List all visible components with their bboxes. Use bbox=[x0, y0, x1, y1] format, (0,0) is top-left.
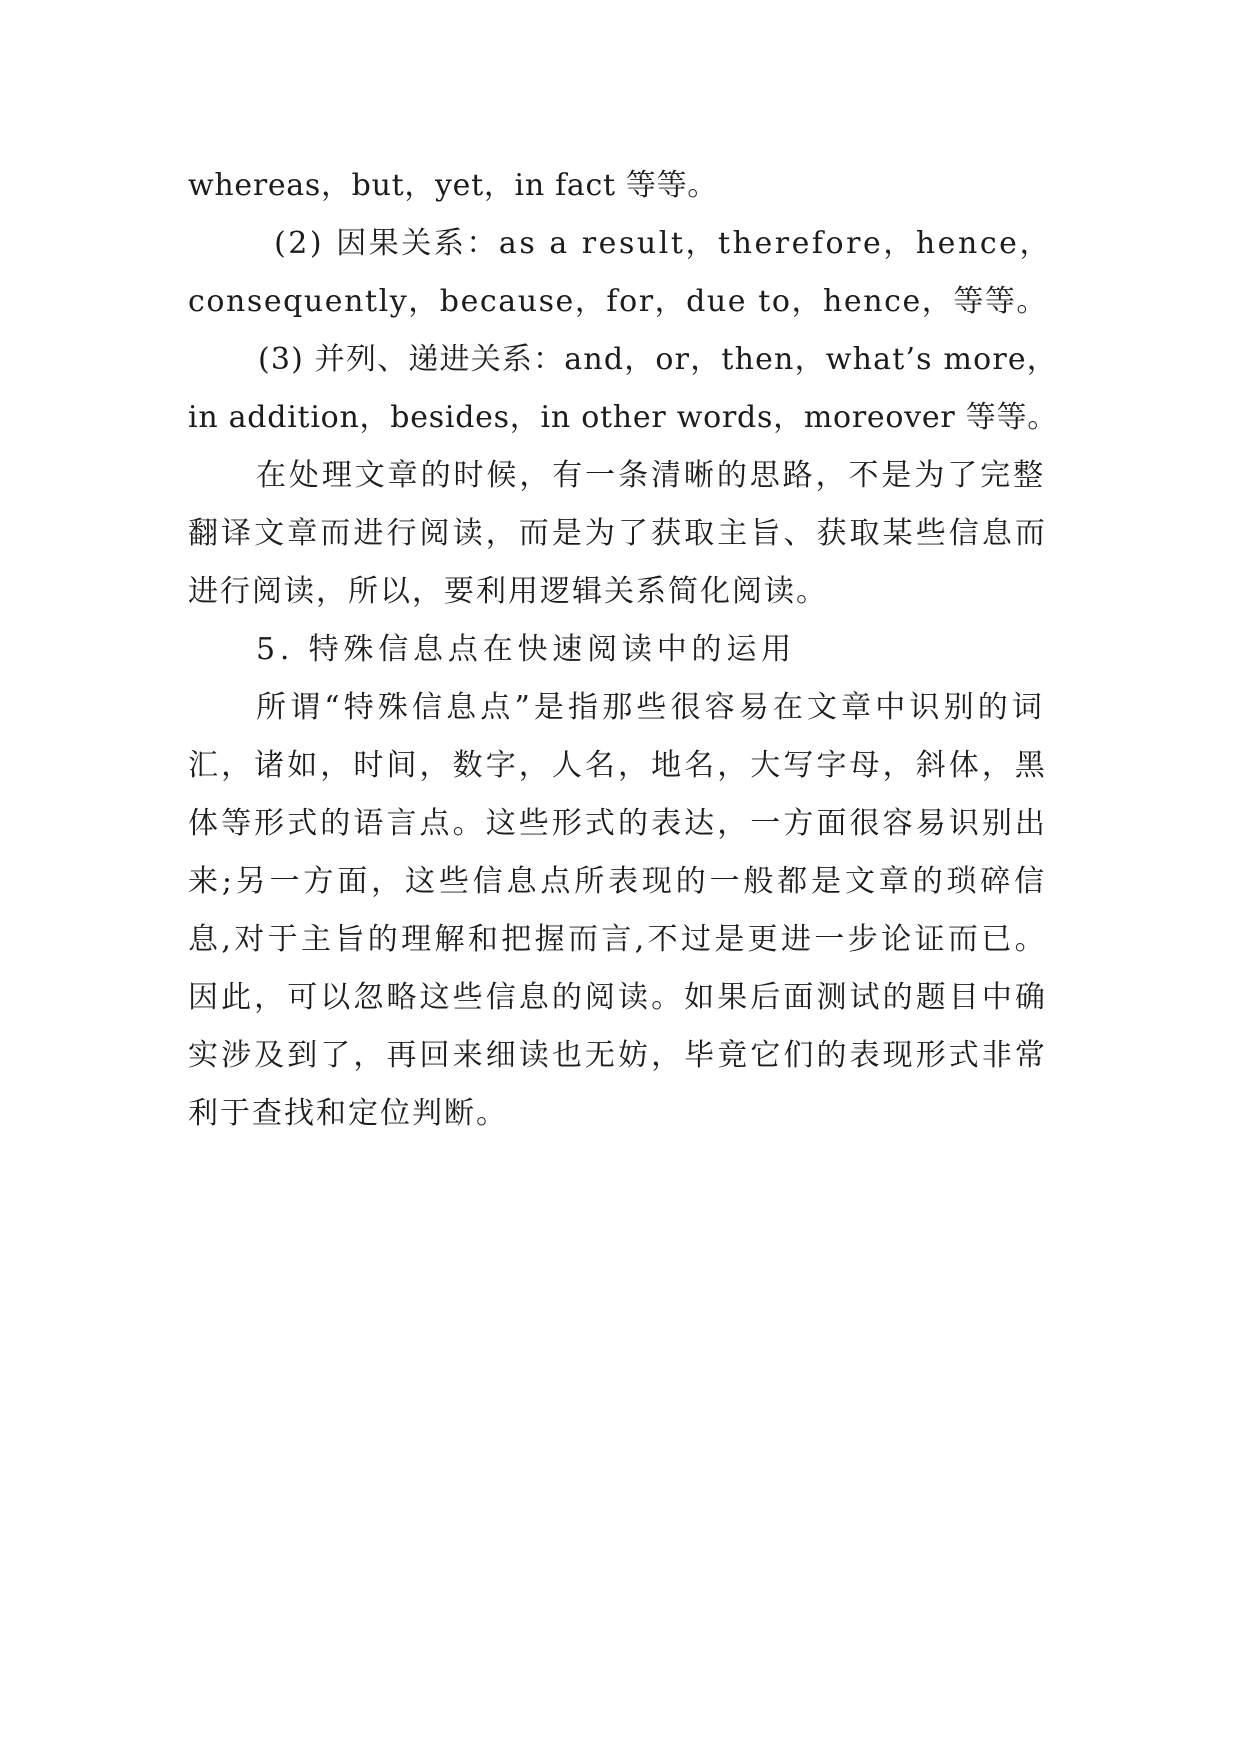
text-line-14: 息,对于主旨的理解和把握而言,不过是更进一步论证而已。 bbox=[188, 922, 1048, 957]
text-line-11: 汇，诸如，时间，数字，人名，地名，大写字母，斜体，黑 bbox=[188, 748, 1048, 783]
text-line-10: 所谓“特殊信息点”是指那些很容易在文章中识别的词 bbox=[256, 690, 1046, 725]
text-line-12: 体等形式的语言点。这些形式的表达，一方面很容易识别出 bbox=[188, 806, 1048, 841]
text-line-1: whereas，but，yet，in fact 等等。 bbox=[188, 168, 718, 203]
text-line-2: (2) 因果关系：as a result，therefore，hence， bbox=[262, 226, 1052, 261]
text-line-13: 来;另一方面，这些信息点所表现的一般都是文章的琐碎信 bbox=[188, 864, 1048, 899]
text-line-7: 翻译文章而进行阅读，而是为了获取主旨、获取某些信息而 bbox=[188, 516, 1048, 551]
section-heading: 5. 特殊信息点在快速阅读中的运用 bbox=[256, 632, 796, 667]
text-line-3: consequently，because，for，due to，hence，等等。 bbox=[188, 284, 1048, 319]
text-line-5: in addition，besides，in other words，moreover 等等。 bbox=[188, 400, 1058, 435]
text-line-16: 实涉及到了，再回来细读也无妨，毕竟它们的表现形式非常 bbox=[188, 1038, 1048, 1073]
text-line-15: 因此，可以忽略这些信息的阅读。如果后面测试的题目中确 bbox=[188, 980, 1048, 1015]
text-line-6: 在处理文章的时候，有一条清晰的思路，不是为了完整 bbox=[256, 458, 1046, 493]
text-line-4: (3) 并列、递进关系：and，or，then，what’s more， bbox=[258, 342, 1058, 377]
text-line-17: 利于查找和定位判断。 bbox=[188, 1096, 508, 1131]
text-line-8: 进行阅读，所以，要利用逻辑关系简化阅读。 bbox=[188, 574, 828, 609]
